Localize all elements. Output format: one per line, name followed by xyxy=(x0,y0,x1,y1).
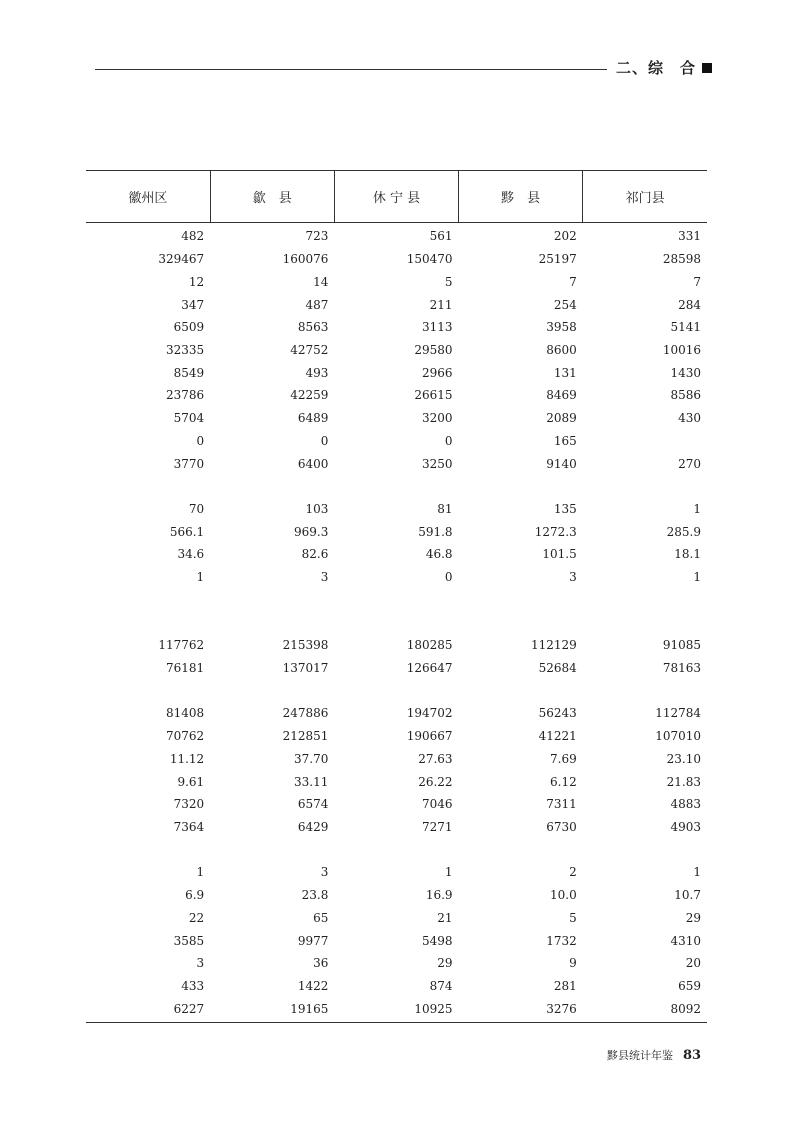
table-cell: 430 xyxy=(678,411,701,426)
table-row xyxy=(86,475,707,498)
table-cell: 10.0 xyxy=(550,888,577,903)
table-cell: 285.9 xyxy=(666,524,701,539)
table-row xyxy=(86,748,707,771)
table-cell: 9.61 xyxy=(177,774,205,789)
table-cell: 135 xyxy=(553,501,577,516)
table-cell: 0 xyxy=(444,570,453,585)
table-cell: 5141 xyxy=(670,320,701,335)
table-cell: 6.9 xyxy=(185,888,205,903)
table-cell: 0 xyxy=(320,433,329,448)
table-row xyxy=(86,543,707,566)
table-cell: 281 xyxy=(553,979,577,994)
table-cell: 1 xyxy=(444,865,453,880)
table-cell: 4903 xyxy=(670,820,701,835)
table-cell: 566.1 xyxy=(169,524,205,539)
table-row xyxy=(86,884,707,907)
table-cell: 8549 xyxy=(173,365,205,380)
table-cell: 101.5 xyxy=(542,547,577,562)
table-cell: 1272.3 xyxy=(534,524,577,539)
table-row xyxy=(86,498,707,521)
table-cell: 6730 xyxy=(546,820,577,835)
table-cell: 270 xyxy=(678,456,701,471)
table-cell: 6489 xyxy=(297,411,329,426)
table-cell: 33.11 xyxy=(294,774,329,789)
table-cell: 12 xyxy=(188,274,205,289)
table-row xyxy=(86,293,707,316)
table-cell: 5 xyxy=(569,910,577,925)
table-cell: 8469 xyxy=(546,388,577,403)
table-cell: 2089 xyxy=(546,411,577,426)
table-cell: 1732 xyxy=(546,933,577,948)
table-cell: 70762 xyxy=(166,729,205,744)
book-title: 黟县统计年鉴 xyxy=(607,1049,673,1062)
section-title xyxy=(616,57,712,78)
table-row xyxy=(86,816,707,839)
table-cell: 7046 xyxy=(422,797,453,812)
table-cell: 81 xyxy=(437,501,453,516)
table-row xyxy=(86,270,707,293)
table-cell: 969.3 xyxy=(294,524,329,539)
table-row xyxy=(86,770,707,793)
table-cell: 10.7 xyxy=(674,888,701,903)
table-cell: 8092 xyxy=(670,1001,701,1016)
table-row xyxy=(86,566,707,589)
table-row xyxy=(86,407,707,430)
table-cell: 3276 xyxy=(546,1001,577,1016)
table-cell: 1 xyxy=(693,570,701,585)
table-cell xyxy=(86,611,210,634)
table-header-row xyxy=(86,171,707,223)
table-cell: 37.70 xyxy=(294,751,329,766)
table-cell: 487 xyxy=(305,297,329,312)
table-cell: 190667 xyxy=(406,729,453,744)
table-cell: 27.63 xyxy=(418,751,453,766)
table-cell: 7320 xyxy=(173,797,205,812)
table-row xyxy=(86,725,707,748)
table-cell: 3250 xyxy=(422,456,453,471)
table-cell: 493 xyxy=(305,365,329,380)
table-row xyxy=(86,611,707,634)
table-cell: 3 xyxy=(569,570,577,585)
table-row xyxy=(86,929,707,952)
table-cell: 14 xyxy=(313,274,329,289)
table-cell: 482 xyxy=(181,229,205,244)
table-cell xyxy=(583,475,707,498)
table-cell xyxy=(334,679,458,702)
table-cell: 6400 xyxy=(297,456,329,471)
table-cell: 41221 xyxy=(538,729,577,744)
table-cell: 56243 xyxy=(538,706,577,721)
table-cell xyxy=(210,611,334,634)
table-cell: 18.1 xyxy=(674,547,701,562)
table-cell xyxy=(334,475,458,498)
table-cell: 21.83 xyxy=(666,774,701,789)
table-cell: 8563 xyxy=(297,320,329,335)
table-cell: 65 xyxy=(313,910,329,925)
table-cell xyxy=(86,838,210,861)
table-cell: 28598 xyxy=(662,252,701,267)
table-cell: 5704 xyxy=(173,411,205,426)
table-cell: 160076 xyxy=(282,252,329,267)
table-row xyxy=(86,657,707,680)
table-cell: 23.8 xyxy=(301,888,329,903)
table-cell: 4883 xyxy=(670,797,701,812)
table-cell: 723 xyxy=(305,229,329,244)
table-cell: 1 xyxy=(196,865,205,880)
header-rule xyxy=(95,69,607,70)
table-cell: 3113 xyxy=(422,320,453,335)
table-row xyxy=(86,429,707,452)
table-row xyxy=(86,679,707,702)
table-cell: 16.9 xyxy=(425,888,453,903)
table-cell: 52684 xyxy=(538,661,577,676)
table-cell xyxy=(459,679,583,702)
table-cell: 254 xyxy=(553,297,577,312)
black-square-icon xyxy=(702,63,712,73)
table-cell: 9 xyxy=(569,956,577,971)
table-cell: 117762 xyxy=(158,638,205,653)
table-cell xyxy=(583,589,707,612)
table-cell: 20 xyxy=(685,956,701,971)
column-header-qimen: 祁门县 xyxy=(583,171,707,223)
table-cell: 11.12 xyxy=(169,751,205,766)
table-cell: 0 xyxy=(444,433,453,448)
table-cell: 7.69 xyxy=(550,751,577,766)
table-cell: 6227 xyxy=(173,1001,205,1016)
table-cell: 194702 xyxy=(406,706,453,721)
table-cell: 112129 xyxy=(530,638,577,653)
section-title-text: 二、综 合 xyxy=(616,59,697,77)
table-cell xyxy=(210,589,334,612)
table-cell: 3 xyxy=(320,865,329,880)
table-row xyxy=(86,907,707,930)
table-cell: 22 xyxy=(188,910,205,925)
table-cell xyxy=(334,611,458,634)
table-cell: 347 xyxy=(181,297,205,312)
table-cell: 433 xyxy=(181,979,205,994)
table-row xyxy=(86,361,707,384)
table-cell xyxy=(459,611,583,634)
table-cell: 215398 xyxy=(282,638,329,653)
table-cell: 3200 xyxy=(422,411,453,426)
table-cell: 23.10 xyxy=(666,751,701,766)
column-header-shexian: 歙 县 xyxy=(210,171,334,223)
table-cell: 6509 xyxy=(173,320,205,335)
table-cell xyxy=(86,589,210,612)
table-cell: 7 xyxy=(569,274,577,289)
table-row xyxy=(86,589,707,612)
table-cell xyxy=(210,838,334,861)
table-cell: 7311 xyxy=(546,797,577,812)
table-row xyxy=(86,793,707,816)
table-cell: 32335 xyxy=(166,342,205,357)
table-cell: 331 xyxy=(678,229,701,244)
table-cell: 25197 xyxy=(538,252,577,267)
table-cell: 211 xyxy=(429,297,453,312)
table-cell: 9140 xyxy=(546,456,577,471)
table-row xyxy=(86,520,707,543)
table-cell: 23786 xyxy=(166,388,205,403)
table-cell: 19165 xyxy=(290,1001,329,1016)
table-row xyxy=(86,223,707,248)
column-header-xiuning: 休 宁 县 xyxy=(334,171,458,223)
table-row xyxy=(86,316,707,339)
table-cell: 0 xyxy=(196,433,205,448)
table-cell: 2 xyxy=(569,865,577,880)
column-header-huizhou: 徽州区 xyxy=(86,171,210,223)
table-row xyxy=(86,339,707,362)
table-cell: 4310 xyxy=(670,933,701,948)
table-cell: 247886 xyxy=(282,706,329,721)
table-cell: 46.8 xyxy=(425,547,453,562)
table-bottom-rule xyxy=(86,1022,707,1023)
table-cell: 103 xyxy=(305,501,329,516)
table-cell: 8586 xyxy=(670,388,701,403)
table-cell xyxy=(583,429,707,452)
table-row xyxy=(86,634,707,657)
table-cell: 1 xyxy=(693,865,701,880)
table-cell: 150470 xyxy=(406,252,453,267)
table-cell: 26615 xyxy=(414,388,453,403)
table-cell: 76181 xyxy=(166,661,205,676)
table-cell xyxy=(334,589,458,612)
table-cell xyxy=(334,838,458,861)
table-cell xyxy=(583,611,707,634)
table-cell: 26.22 xyxy=(418,774,453,789)
table-cell: 1 xyxy=(196,570,205,585)
table-cell: 659 xyxy=(678,979,701,994)
table-cell: 3 xyxy=(320,570,329,585)
table-cell: 212851 xyxy=(282,729,329,744)
table-cell: 874 xyxy=(429,979,453,994)
column-header-yixian: 黟 县 xyxy=(459,171,583,223)
table-cell: 82.6 xyxy=(301,547,329,562)
table-cell: 29580 xyxy=(414,342,453,357)
table-row xyxy=(86,452,707,475)
statistics-table-container xyxy=(86,170,707,1023)
table-cell: 6429 xyxy=(297,820,329,835)
table-cell: 1430 xyxy=(670,365,701,380)
table-cell: 202 xyxy=(553,229,577,244)
statistics-table xyxy=(86,170,707,1020)
table-body xyxy=(86,223,707,1021)
table-cell: 29 xyxy=(685,910,701,925)
table-cell xyxy=(86,679,210,702)
table-cell: 165 xyxy=(553,433,577,448)
table-cell xyxy=(459,475,583,498)
table-cell: 36 xyxy=(313,956,329,971)
table-cell xyxy=(583,679,707,702)
table-cell: 42259 xyxy=(290,388,329,403)
table-cell: 81408 xyxy=(166,706,205,721)
table-row xyxy=(86,952,707,975)
table-cell: 3585 xyxy=(173,933,205,948)
table-row xyxy=(86,702,707,725)
table-cell: 91085 xyxy=(662,638,701,653)
page-footer xyxy=(607,1047,701,1063)
table-cell xyxy=(583,838,707,861)
table-cell: 126647 xyxy=(406,661,453,676)
table-cell: 284 xyxy=(678,297,701,312)
table-cell: 1422 xyxy=(297,979,329,994)
table-cell: 10016 xyxy=(662,342,701,357)
table-cell: 7364 xyxy=(173,820,205,835)
table-cell: 6.12 xyxy=(550,774,577,789)
table-cell: 561 xyxy=(429,229,453,244)
table-cell: 591.8 xyxy=(418,524,453,539)
table-row xyxy=(86,384,707,407)
table-cell: 5498 xyxy=(422,933,453,948)
table-cell: 3 xyxy=(196,956,205,971)
table-cell xyxy=(210,475,334,498)
table-cell: 29 xyxy=(437,956,453,971)
table-cell xyxy=(210,679,334,702)
table-cell: 10925 xyxy=(414,1001,453,1016)
table-cell: 7 xyxy=(693,274,701,289)
table-cell: 329467 xyxy=(158,252,205,267)
table-cell: 6574 xyxy=(297,797,329,812)
table-cell: 5 xyxy=(444,274,453,289)
table-cell: 78163 xyxy=(662,661,701,676)
table-cell xyxy=(86,475,210,498)
table-cell: 21 xyxy=(437,910,453,925)
table-cell: 137017 xyxy=(282,661,329,676)
table-cell: 131 xyxy=(553,365,577,380)
table-cell: 1 xyxy=(693,501,701,516)
table-cell: 7271 xyxy=(422,820,453,835)
table-cell: 70 xyxy=(188,501,205,516)
table-cell: 107010 xyxy=(655,729,701,744)
table-cell: 3770 xyxy=(173,456,205,471)
table-row xyxy=(86,248,707,271)
table-cell xyxy=(459,838,583,861)
page-number: 83 xyxy=(683,1048,702,1063)
table-cell xyxy=(459,589,583,612)
table-cell: 8600 xyxy=(546,342,577,357)
table-row xyxy=(86,838,707,861)
table-cell: 180285 xyxy=(406,638,453,653)
table-cell: 34.6 xyxy=(177,547,205,562)
table-cell: 2966 xyxy=(422,365,453,380)
table-cell: 9977 xyxy=(297,933,329,948)
table-row xyxy=(86,997,707,1020)
table-row xyxy=(86,975,707,998)
table-cell: 3958 xyxy=(546,320,577,335)
table-row xyxy=(86,861,707,884)
table-cell: 112784 xyxy=(655,706,701,721)
table-cell: 42752 xyxy=(290,342,329,357)
